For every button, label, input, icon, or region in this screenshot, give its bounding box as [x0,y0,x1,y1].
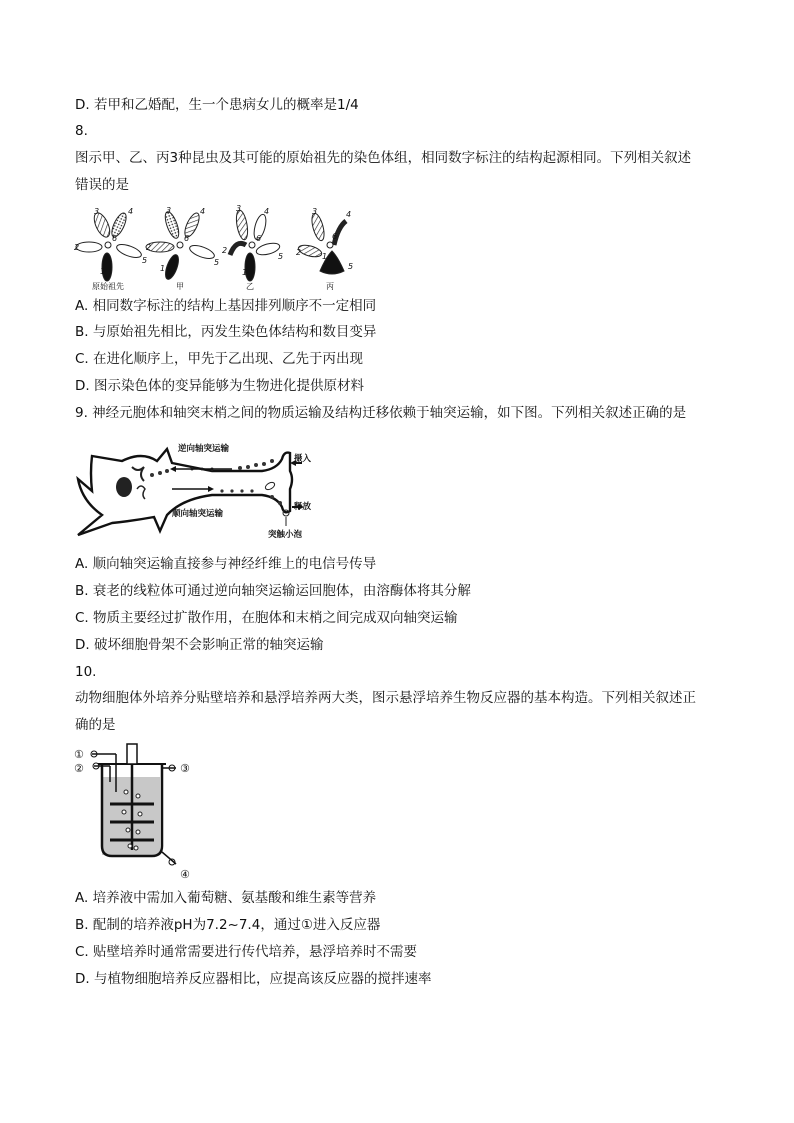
label-jia: 甲 [176,282,184,291]
q10-option-d: D. 与植物细胞培养反应器相比，应提高该反应器的搅拌速率 [75,971,432,987]
label-4: 4 [200,207,206,216]
label-ancestor: 原始祖先 [92,282,124,291]
label-5: 5 [278,252,284,261]
chromosome-figure [72,205,372,293]
axonal-transport-figure [72,431,332,543]
label-2: 2 [146,243,152,252]
q10-stem-cont: 确的是 [75,717,116,733]
label-5: 5 [142,256,148,265]
label-yi: 乙 [246,282,254,291]
label-3: 3 [166,206,172,215]
label-1: 1 [242,268,248,277]
label-2: 2 [296,248,302,257]
q8-option-c: C. 在进化顺序上，甲先于乙出现、乙先于丙出现 [75,351,364,367]
species-yi-chromosomes [230,209,284,281]
q9-option-b: B. 衰老的线粒体可通过逆向轴突运输运回胞体，由溶酶体将其分解 [75,583,471,599]
ancestor-chromosomes [76,211,143,281]
label-6: 6 [112,234,118,243]
label-1: 1 [100,267,106,276]
label-6: 6 [332,232,338,241]
label-5: 5 [214,258,220,267]
label-3: 3 [94,207,100,216]
q10-option-b: B. 配制的培养液pH为7.2~7.4，通过①进入反应器 [75,917,381,933]
q9-option-a: A. 顺向轴突运输直接参与神经纤维上的电信号传导 [75,556,377,572]
label-retrograde: 逆向轴突运输 [178,444,230,454]
label-release: 释放 [294,502,312,512]
label-3: 3 [236,205,242,213]
species-bing-chromosomes [297,212,346,274]
port-4-label: ④ [180,868,190,881]
q8-stem-cont: 错误的是 [75,177,129,193]
label-4: 4 [128,207,134,216]
q9-option-d: D. 破坏细胞骨架不会影响正常的轴突运输 [75,637,324,653]
label-1: 1 [322,252,328,261]
label-6: 6 [184,234,190,243]
label-5: 5 [348,262,354,271]
label-3: 3 [312,207,318,216]
q10-stem: 动物细胞体外培养分贴壁培养和悬浮培养两大类，图示悬浮培养生物反应器的基本构造。下列相关叙述正 [75,690,696,706]
q9-option-c: C. 物质主要经过扩散作用，在胞体和末梢之间完成双向轴突运输 [75,610,458,626]
q7-option-d: D. 若甲和乙婚配，生一个患病女儿的概率是1/4 [75,97,359,113]
port-1-label: ① [74,748,84,761]
label-uptake: 摄入 [294,454,312,464]
q8-number: 8. [75,123,88,139]
port-3-label: ③ [180,762,190,775]
q8-stem: 图示甲、乙、丙3种昆虫及其可能的原始祖先的染色体组，相同数字标注的结构起源相同。下列相关叙述 [75,150,692,166]
q8-option-b: B. 与原始祖先相比，丙发生染色体结构和数目变异 [75,324,377,340]
label-2: 2 [74,243,80,252]
q9-stem: 9. 神经元胞体和轴突末梢之间的物质运输及结构迁移依赖于轴突运输，如下图。下列相关叙述正确的是 [75,405,687,421]
q10-option-c: C. 贴壁培养时通常需要进行传代培养，悬浮培养时不需要 [75,944,418,960]
q8-option-d: D. 图示染色体的变异能够为生物进化提供原材料 [75,378,364,394]
species-jia-chromosomes [146,210,216,281]
label-6: 6 [256,234,262,243]
label-2: 2 [222,246,228,255]
q8-option-a: A. 相同数字标注的结构上基因排列顺序不一定相同 [75,298,377,314]
q10-number: 10. [75,664,97,680]
label-1: 1 [160,264,166,273]
label-anterograde: 顺向轴突运输 [172,509,224,519]
q10-option-a: A. 培养液中需加入葡萄糖、氨基酸和维生素等营养 [75,890,377,906]
label-bing: 丙 [326,282,334,291]
bioreactor-figure [72,742,212,882]
port-2-label: ② [74,762,84,775]
label-synaptic-vesicle: 突触小泡 [268,530,303,540]
label-4: 4 [264,207,270,216]
label-4: 4 [346,210,352,219]
